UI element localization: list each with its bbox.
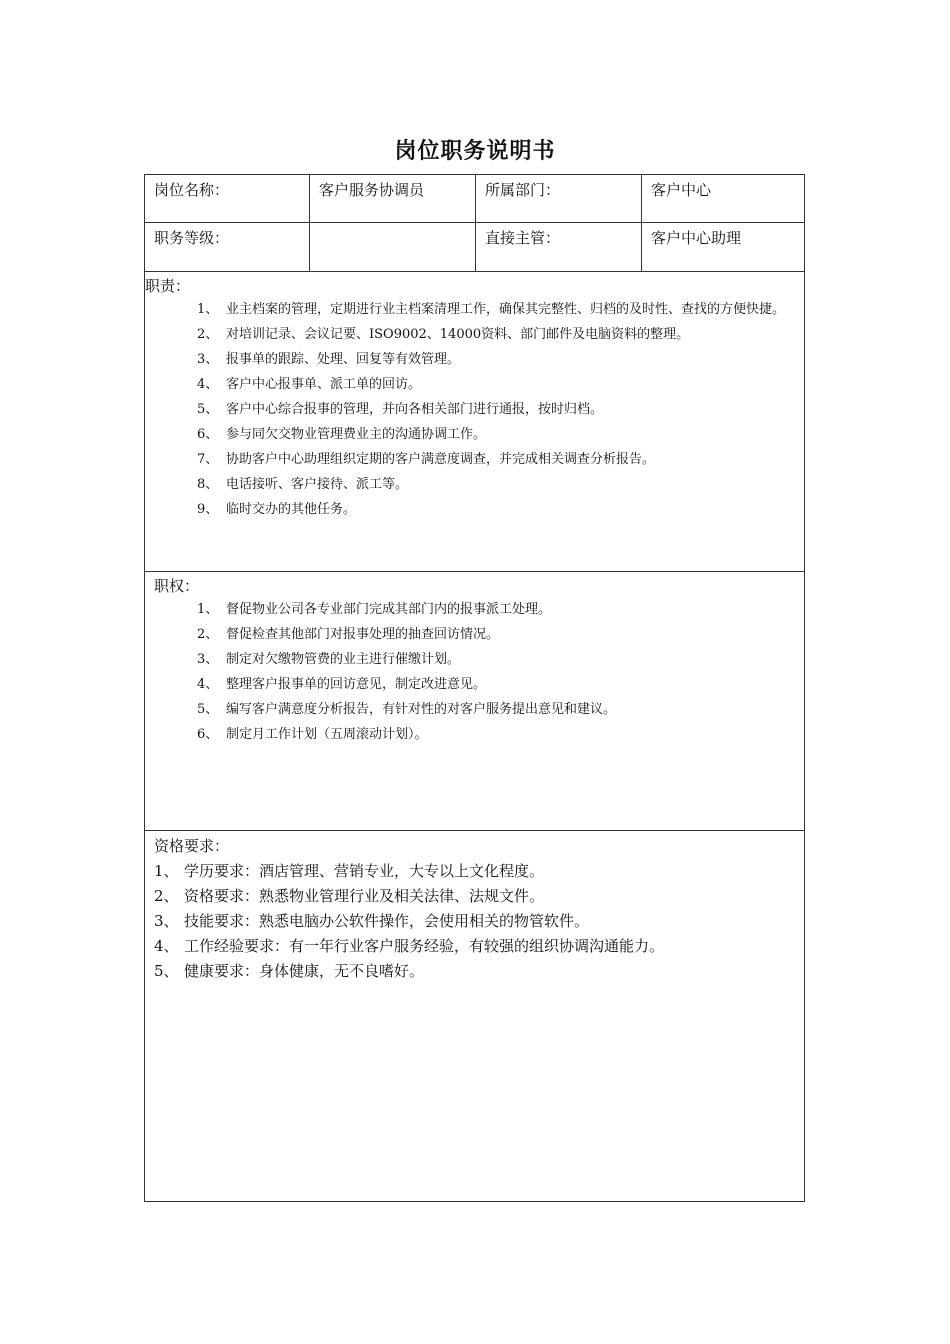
duty-item [145, 297, 804, 322]
requirement-text: 资格要求：熟悉物业管理行业及相关法律、法规文件。 [184, 887, 545, 905]
authority-number: 6、 [197, 727, 219, 742]
duty-text: 客户中心报事单、派工单的回访。 [226, 377, 422, 392]
requirement-item [154, 859, 794, 884]
duty-item [145, 372, 804, 397]
duty-item [145, 422, 804, 447]
job-description-table [144, 174, 805, 1202]
requirement-text: 健康要求：身体健康，无不良嗜好。 [184, 962, 425, 980]
authority-item [145, 722, 804, 747]
authority-number: 5、 [197, 702, 219, 717]
duty-item [145, 447, 804, 472]
authority-list [145, 597, 804, 747]
duties-label: 职责： [145, 277, 191, 295]
requirements-list [154, 859, 794, 984]
duty-number: 9、 [197, 502, 219, 517]
authority-label: 职权： [154, 577, 200, 595]
position-info-grid [145, 175, 804, 272]
authority-number: 2、 [197, 627, 219, 642]
duty-text: 临时交办的其他任务。 [226, 502, 357, 517]
duty-number: 1、 [197, 302, 219, 317]
requirement-item [154, 884, 794, 909]
duty-text: 参与同欠交物业管理费业主的沟通协调工作。 [226, 427, 487, 442]
position-name-value: 客户服务协调员 [310, 175, 476, 223]
duty-item [145, 472, 804, 497]
duty-number: 6、 [197, 427, 219, 442]
requirement-item [154, 934, 794, 959]
job-grade-value [310, 223, 476, 272]
authority-number: 1、 [197, 602, 219, 617]
authority-item [145, 672, 804, 697]
duty-number: 3、 [197, 352, 219, 367]
requirement-number: 1、 [154, 862, 179, 880]
authority-number: 3、 [197, 652, 219, 667]
duty-item [145, 322, 804, 347]
requirements-section [145, 831, 804, 1201]
duty-item [145, 397, 804, 422]
duty-number: 2、 [197, 327, 219, 342]
duty-item [145, 497, 804, 522]
authority-text: 制定对欠缴物管费的业主进行催缴计划。 [226, 652, 461, 667]
duty-text: 协助客户中心助理组织定期的客户满意度调查，并完成相关调查分析报告。 [226, 452, 656, 467]
duty-text: 客户中心综合报事的管理，并向各相关部门进行通报，按时归档。 [226, 402, 604, 417]
job-grade-label: 职务等级： [145, 223, 310, 272]
requirement-number: 4、 [154, 937, 179, 955]
document-title: 岗位职务说明书 [394, 138, 556, 164]
position-name-label: 岗位名称： [145, 175, 310, 223]
duties-list [145, 297, 804, 522]
duties-section [145, 272, 804, 572]
authority-item [145, 622, 804, 647]
authority-section [145, 572, 804, 831]
requirement-number: 3、 [154, 912, 179, 930]
supervisor-value: 客户中心助理 [642, 223, 804, 272]
duty-text: 电话接听、客户接待、派工等。 [226, 477, 409, 492]
authority-text: 整理客户报事单的回访意见，制定改进意见。 [226, 677, 487, 692]
requirement-item [154, 959, 794, 984]
requirement-text: 技能要求：熟悉电脑办公软件操作，会使用相关的物管软件。 [184, 912, 590, 930]
duty-number: 4、 [197, 377, 219, 392]
requirement-item [154, 909, 794, 934]
department-value: 客户中心 [642, 175, 804, 223]
duty-text: 对培训记录、会议记要、ISO9002、14000资料、部门邮件及电脑资料的整理。 [226, 327, 690, 342]
authority-text: 督促物业公司各专业部门完成其部门内的报事派工处理。 [226, 602, 552, 617]
authority-item [145, 697, 804, 722]
requirement-number: 5、 [154, 962, 179, 980]
authority-item [145, 597, 804, 622]
authority-text: 制定月工作计划（五周滚动计划）。 [226, 727, 428, 742]
requirement-text: 学历要求：酒店管理、营销专业，大专以上文化程度。 [184, 862, 545, 880]
supervisor-label: 直接主管： [476, 223, 642, 272]
authority-text: 编写客户满意度分析报告，有针对性的对客户服务提出意见和建议。 [226, 702, 617, 717]
duty-text: 业主档案的管理，定期进行业主档案清理工作，确保其完整性、归档的及时性、查找的方便快捷。 [226, 302, 786, 317]
authority-text: 督促检查其他部门对报事处理的抽查回访情况。 [226, 627, 500, 642]
requirement-number: 2、 [154, 887, 179, 905]
duty-number: 5、 [197, 402, 219, 417]
authority-item [145, 647, 804, 672]
requirements-label: 资格要求： [154, 837, 230, 855]
duty-number: 8、 [197, 477, 219, 492]
duty-item [145, 347, 804, 372]
requirement-text: 工作经验要求：有一年行业客户服务经验，有较强的组织协调沟通能力。 [184, 937, 665, 955]
duty-number: 7、 [197, 452, 219, 467]
authority-number: 4、 [197, 677, 219, 692]
duty-text: 报事单的跟踪、处理、回复等有效管理。 [226, 352, 461, 367]
department-label: 所属部门： [476, 175, 642, 223]
